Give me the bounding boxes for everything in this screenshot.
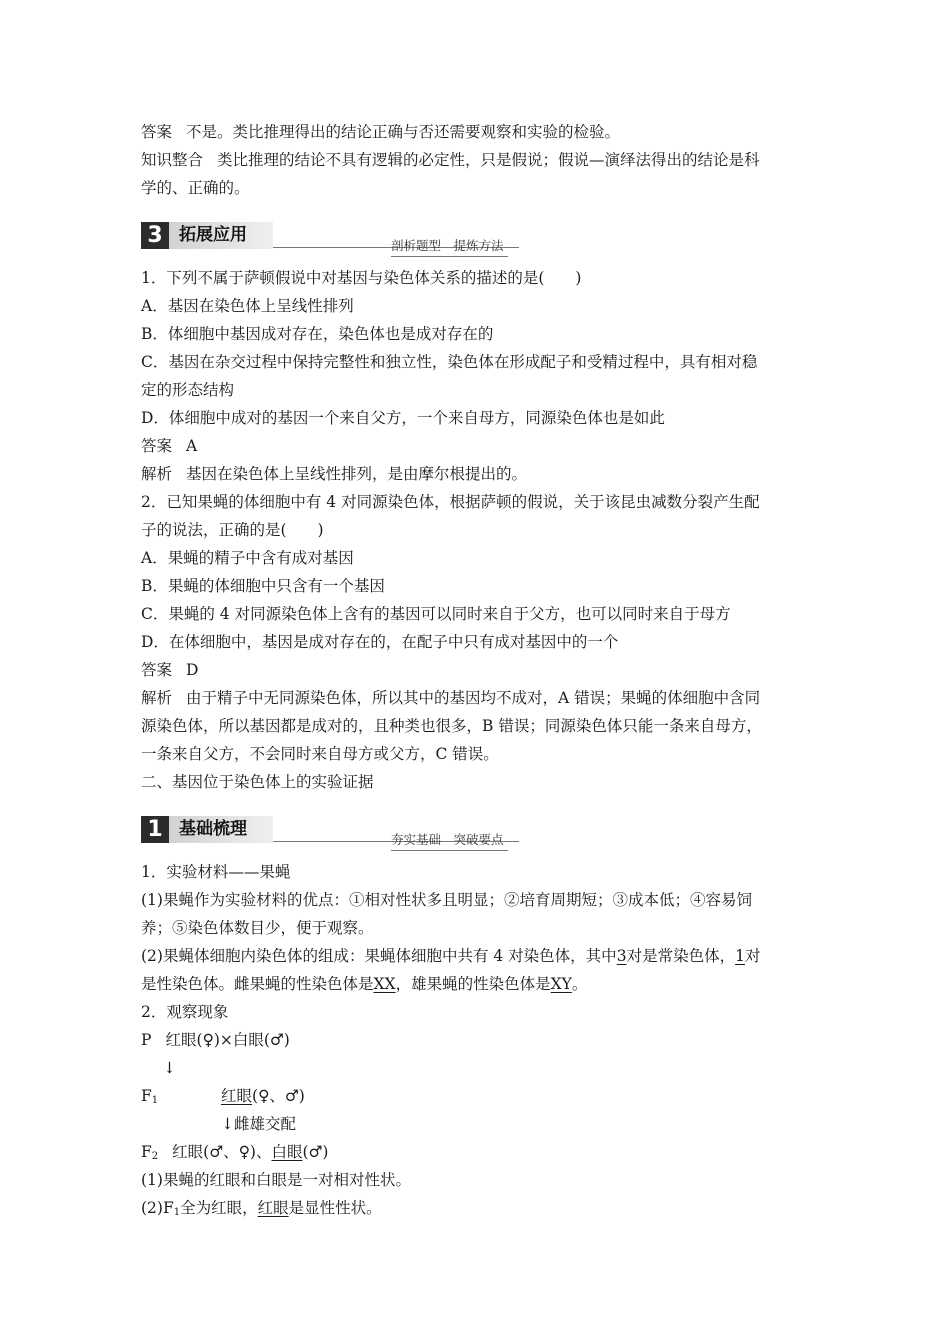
answer-label: 答案 xyxy=(141,123,173,141)
summary-label: 知识整合 xyxy=(141,151,204,169)
summary-text: 类比推理的结论不具有逻辑的必定性，只是假说；假说—演绎法得出的结论是科 xyxy=(217,151,760,169)
observe-heading: 2．观察现象 xyxy=(141,1003,229,1021)
generation-label: P xyxy=(141,1031,152,1049)
blank-answer: 1 xyxy=(735,947,745,965)
analysis-label: 解析 xyxy=(141,689,173,707)
question-1-analysis xyxy=(141,460,811,488)
summary-line-1 xyxy=(141,146,811,174)
question-2-analysis-cont-2: 一条来自父方，不会同时来自母方或父方，C 错误。 xyxy=(141,745,499,763)
question-2-option-b: B．果蝇的体细胞中只含有一个基因 xyxy=(141,577,385,595)
question-2-option-d: D．在体细胞中，基因是成对存在的，在配子中只有成对基因中的一个 xyxy=(141,633,619,651)
subscript: 1 xyxy=(173,1207,181,1218)
material-p1: (1)果蝇作为实验材料的优点：①相对性状多且明显；②培育周期短；③成本低；④容易饲 xyxy=(141,891,752,909)
answer-label: 答案 xyxy=(141,437,173,455)
question-2-analysis xyxy=(141,684,811,712)
heading-2: 二、基因位于染色体上的实验证据 xyxy=(141,773,374,791)
material-p2-cont xyxy=(141,970,811,998)
question-1-option-c-cont: 定的形态结构 xyxy=(141,381,235,399)
question-1-option-b: B．体细胞中基因成对存在，染色体也是成对存在的 xyxy=(141,325,494,343)
question-2-answer xyxy=(141,656,811,684)
section-number-badge: 3 xyxy=(141,222,169,249)
cross-text: 红眼(♀)×白眼(♂) xyxy=(165,1031,290,1049)
material-p2 xyxy=(141,942,811,970)
answer-label: 答案 xyxy=(141,661,173,679)
text: 对 xyxy=(744,947,761,965)
text: 是显性性状。 xyxy=(288,1199,382,1217)
question-2-analysis-cont-1: 源染色体，所以基因都是成对的，且种类也很多，B 错误；同源染色体只能一条来自母方， xyxy=(141,717,762,735)
text: F xyxy=(141,1087,152,1105)
material-p1-cont: 养；⑤染色体数目少，便于观察。 xyxy=(141,919,374,937)
text: (♂) xyxy=(302,1143,329,1161)
summary-line-2: 学的、正确的。 xyxy=(141,179,250,197)
blank-answer: 红眼 xyxy=(221,1087,253,1105)
text: 。 xyxy=(571,975,588,993)
blank-answer: 红眼 xyxy=(257,1199,289,1217)
text: (2)果蝇体细胞内染色体的组成：果蝇体细胞中共有 4 对染色体，其中 xyxy=(141,947,617,965)
section-header-extend xyxy=(141,214,811,258)
answer-value: D xyxy=(186,661,199,679)
text: 是性染色体。雌果蝇的性染色体是 xyxy=(141,975,374,993)
question-1-stem: 1．下列不属于萨顿假说中对基因与染色体关系的描述的是( ) xyxy=(141,269,582,287)
question-2-stem-cont: 子的说法，正确的是( ) xyxy=(141,521,324,539)
text: ，雄果蝇的性染色体是 xyxy=(395,975,551,993)
text: 红眼(♂、♀)、 xyxy=(172,1143,272,1161)
generation-label xyxy=(141,1082,221,1115)
blank-answer: XY xyxy=(550,975,572,993)
answer-text: 不是。类比推理得出的结论正确与否还需要观察和实验的检验。 xyxy=(186,123,621,141)
section-subtitle: 夯实基础 突破要点 xyxy=(391,830,508,851)
blank-answer: XX xyxy=(373,975,396,993)
analysis-text: 由于精子中无同源染色体，所以其中的基因均不成对，A 错误；果蝇的体细胞中含同 xyxy=(186,689,761,707)
question-2-option-c: C．果蝇的 4 对同源染色体上含有的基因可以同时来自于父方，也可以同时来自于母方 xyxy=(141,605,731,623)
answer-value: A xyxy=(186,437,198,455)
cross-arrow-1: ↓ xyxy=(163,1059,176,1077)
generation-label xyxy=(141,1143,158,1161)
answer-line xyxy=(141,118,811,146)
blank-answer: 3 xyxy=(616,947,627,965)
question-2-option-a: A．果蝇的精子中含有成对基因 xyxy=(141,549,354,567)
section-title: 基础梳理 xyxy=(179,819,247,839)
cross-arrow-2: ↓雌雄交配 xyxy=(221,1115,296,1133)
text: 对是常染色体， xyxy=(626,947,736,965)
document-page xyxy=(141,118,811,1222)
question-1-option-c: C．基因在杂交过程中保持完整性和独立性，染色体在形成配子和受精过程中，具有相对稳 xyxy=(141,353,758,371)
text: (2)F xyxy=(141,1199,174,1217)
analysis-text: 基因在染色体上呈线性排列，是由摩尔根提出的。 xyxy=(186,465,528,483)
cross-p-line xyxy=(141,1026,811,1054)
cross-f1-line xyxy=(141,1082,811,1110)
question-1-option-d: D．体细胞中成对的基因一个来自父方，一个来自母方，同源染色体也是如此 xyxy=(141,409,665,427)
observe-note-1: (1)果蝇的红眼和白眼是一对相对性状。 xyxy=(141,1171,411,1189)
cross-f2-line xyxy=(141,1138,811,1166)
section-subtitle: 剖析题型 提炼方法 xyxy=(391,236,508,257)
text: F xyxy=(141,1143,152,1161)
analysis-label: 解析 xyxy=(141,465,173,483)
question-1-answer xyxy=(141,432,811,460)
question-2-stem: 2．已知果蝇的体细胞中有 4 对同源染色体，根据萨顿的假说，关于该昆虫减数分裂产生配 xyxy=(141,493,760,511)
section-number-badge: 1 xyxy=(141,816,169,843)
material-heading: 1．实验材料——果蝇 xyxy=(141,863,291,881)
blank-answer: 白眼 xyxy=(271,1143,303,1161)
text: (♀、♂) xyxy=(252,1087,305,1105)
text: 全为红眼， xyxy=(180,1199,258,1217)
section-title: 拓展应用 xyxy=(179,225,247,245)
observe-note-2 xyxy=(141,1194,811,1222)
question-1-option-a: A．基因在染色体上呈线性排列 xyxy=(141,297,354,315)
section-header-basics xyxy=(141,808,811,852)
subscript: 2 xyxy=(151,1151,159,1162)
subscript: 1 xyxy=(151,1095,159,1106)
